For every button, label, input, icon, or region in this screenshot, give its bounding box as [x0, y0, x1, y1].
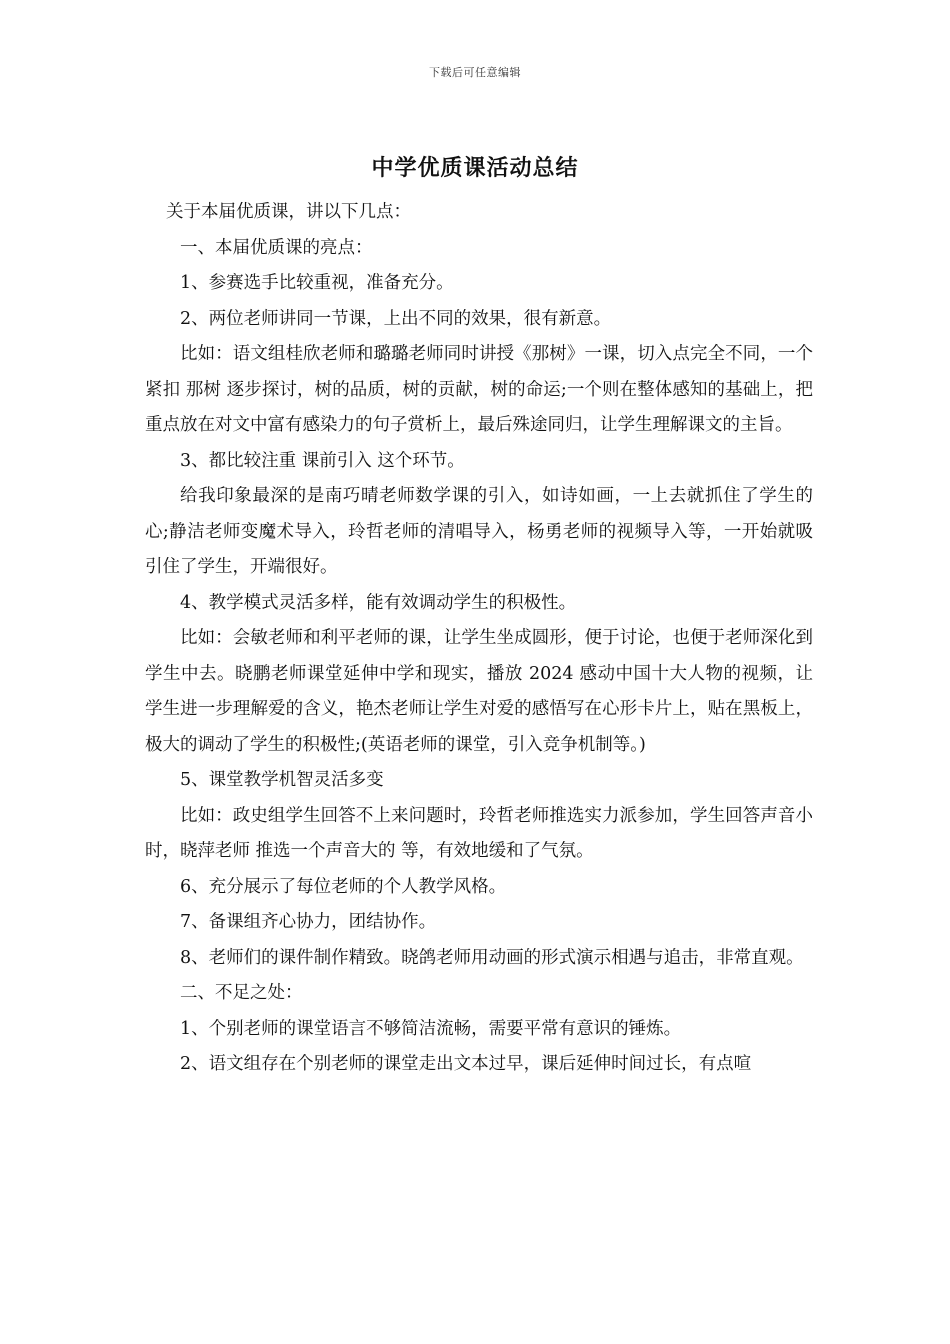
list-item: 8、老师们的课件制作精致。晓鸽老师用动画的形式演示相遇与追击，非常直观。	[180, 947, 804, 968]
list-item: 1、个别老师的课堂语言不够简洁流畅，需要平常有意识的锤炼。	[180, 1018, 682, 1039]
paragraph-intro: 关于本届优质课，讲以下几点：	[166, 202, 411, 222]
list-item: 6、充分展示了每位老师的个人教学风格。	[180, 876, 507, 897]
list-item: 1、参赛选手比较重视，准备充分。	[180, 273, 454, 293]
list-item: 7、备课组齐心协力，团结协作。	[180, 912, 437, 932]
list-item: 3、都比较注重 课前引入 这个环节。	[180, 450, 465, 471]
list-item: 5、课堂教学机智灵活多变	[180, 770, 384, 790]
list-item: 2、语文组存在个别老师的课堂走出文本过早，课后延伸时间过长，有点喧	[180, 1054, 752, 1074]
example-paragraph: 比如：语文组桂欣老师和璐璐老师同时讲授《那树》一课，切入点完全不同，一个紧扣 那树 逐步探讨，树的品质，树的贡献，树的命运;一个则在整体感知的基础上，把重点放在对文中富有感染力的句子赏析上，最后殊途同归，让学生理解课文的主旨。	[145, 344, 813, 435]
header-note: 下载后可任意编辑	[429, 66, 521, 79]
section-heading-shortcomings: 二、不足之处：	[180, 983, 303, 1003]
list-item: 2、两位老师讲同一节课，上出不同的效果，很有新意。	[180, 308, 612, 329]
document-title: 中学优质课活动总结	[371, 156, 579, 181]
example-paragraph: 比如：会敏老师和利平老师的课，让学生坐成圆形，便于讨论，也便于老师深化到学生中去。晓鹏老师课堂延伸中学和现实，播放 2024 感动中国十大人物的视频，让学生进一步理解爱的含义，艳杰老师让学生对爱的感悟写在心形卡片上，贴在黑板上，极大的调动了学生的积极性;(英语老师的课堂，引入竞争机制等。)	[145, 628, 813, 755]
list-item: 4、教学模式灵活多样，能有效调动学生的积极性。	[180, 592, 577, 613]
document-body	[145, 195, 813, 1083]
section-heading-highlights: 一、本届优质课的亮点：	[180, 237, 373, 258]
example-paragraph: 比如：政史组学生回答不上来问题时，玲哲老师推选实力派参加，学生回答声音小时，晓萍老师 推选一个声音大的 等，有效地缓和了气氛。	[145, 805, 813, 861]
example-paragraph: 给我印象最深的是南巧晴老师数学课的引入，如诗如画，一上去就抓住了学生的心;静洁老师变魔术导入，玲哲老师的清唱导入，杨勇老师的视频导入等，一开始就吸引住了学生，开端很好。	[145, 486, 813, 577]
